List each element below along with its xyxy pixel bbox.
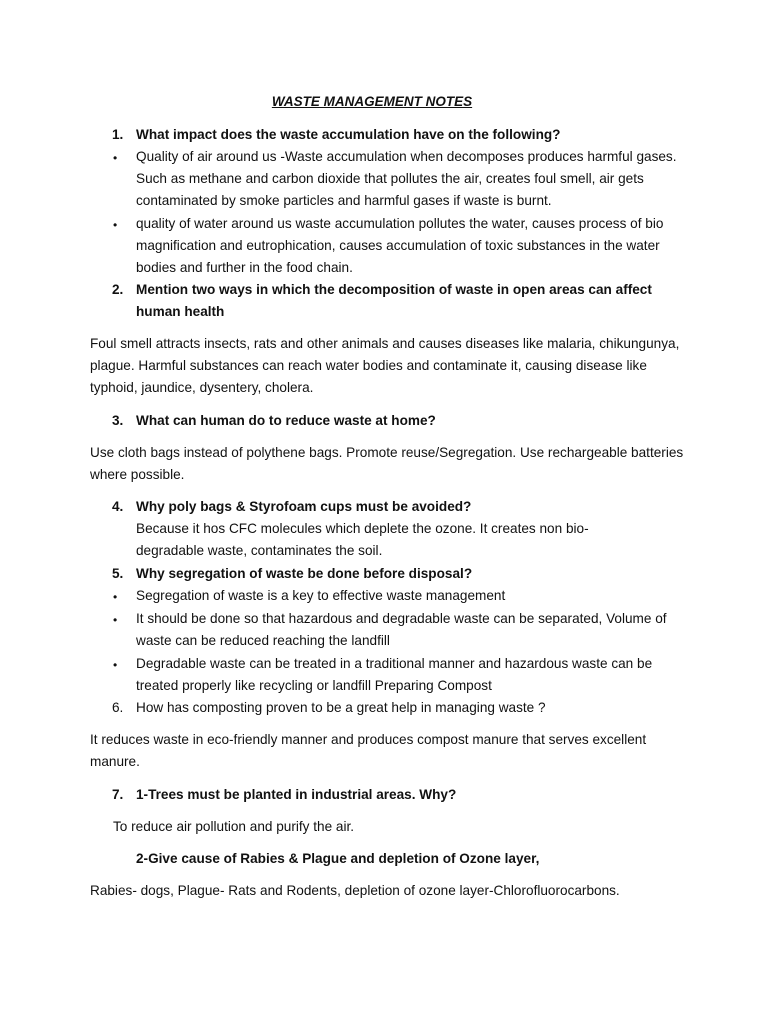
question-1: What impact does the waste accumulation have on the following? <box>136 127 561 142</box>
bullet-marker: • <box>113 590 118 604</box>
question-number: 1. <box>112 127 124 142</box>
bullet-marker: • <box>113 218 118 232</box>
question-number: 4. <box>112 499 124 514</box>
question-6: How has composting proven to be a great help in managing waste ? <box>136 700 546 715</box>
q5-bullet-2: It should be done so that hazardous and degradable waste can be separated, Volume of waste can be reduced reaching the landfill <box>136 611 667 649</box>
page-title: WASTE MANAGEMENT NOTES <box>271 94 473 109</box>
question-3: What can human do to reduce waste at home? <box>136 413 436 428</box>
question-2: Mention two ways in which the decomposition of waste in open areas can affect human health <box>136 282 652 320</box>
answer-3: Use cloth bags instead of polythene bags. Promote reuse/Segregation. Use rechargeable batteries where possible. <box>90 445 684 483</box>
question-number: 7. <box>112 787 124 802</box>
bullet-marker: • <box>113 151 118 165</box>
q5-bullet-3: Degradable waste can be treated in a traditional manner and hazardous waste can be treated properly like recycling or landfill Preparing Compost <box>136 656 653 694</box>
question-5: Why segregation of waste be done before disposal? <box>136 566 473 581</box>
question-7-part-2: 2-Give cause of Rabies & Plague and depletion of Ozone layer, <box>136 851 540 866</box>
q1-bullet-2: quality of water around us waste accumulation pollutes the water, causes process of bio magnification and eutrophication, causes accumulation of toxic substances in the water bodies and further in the food chain. <box>136 216 664 276</box>
question-7: 1-Trees must be planted in industrial areas. Why? <box>136 787 457 802</box>
q1-bullet-1: Quality of air around us -Waste accumulation when decomposes produces harmful gases. Such as methane and carbon dioxide that pollutes the air, creates foul smell, air gets contaminated by smoke particles and harmful gases if waste is burnt. <box>136 149 677 209</box>
answer-2: Foul smell attracts insects, rats and other animals and causes diseases like malaria, chikungunya, plague. Harmful substances can reach water bodies and contaminate it, causing disease like typhoid, jaundice, dysentery, cholera. <box>90 336 680 396</box>
bullet-marker: • <box>113 658 118 672</box>
question-number: 6. <box>112 700 124 715</box>
answer-6: It reduces waste in eco-friendly manner and produces compost manure that serves excellent manure. <box>90 732 647 770</box>
answer-7-part-2: Rabies- dogs, Plague- Rats and Rodents, depletion of ozone layer-Chlorofluorocarbons. <box>90 883 620 898</box>
answer-7: To reduce air pollution and purify the air. <box>113 819 355 834</box>
question-4: Why poly bags & Styrofoam cups must be avoided? <box>136 499 472 514</box>
question-number: 5. <box>112 566 124 581</box>
q5-bullet-1: Segregation of waste is a key to effective waste management <box>136 588 506 603</box>
question-number: 2. <box>112 282 124 297</box>
bullet-marker: • <box>113 613 118 627</box>
question-number: 3. <box>112 413 124 428</box>
answer-4: Because it hos CFC molecules which deplete the ozone. It creates non bio-degradable waste, contaminates the soil. <box>136 521 589 559</box>
